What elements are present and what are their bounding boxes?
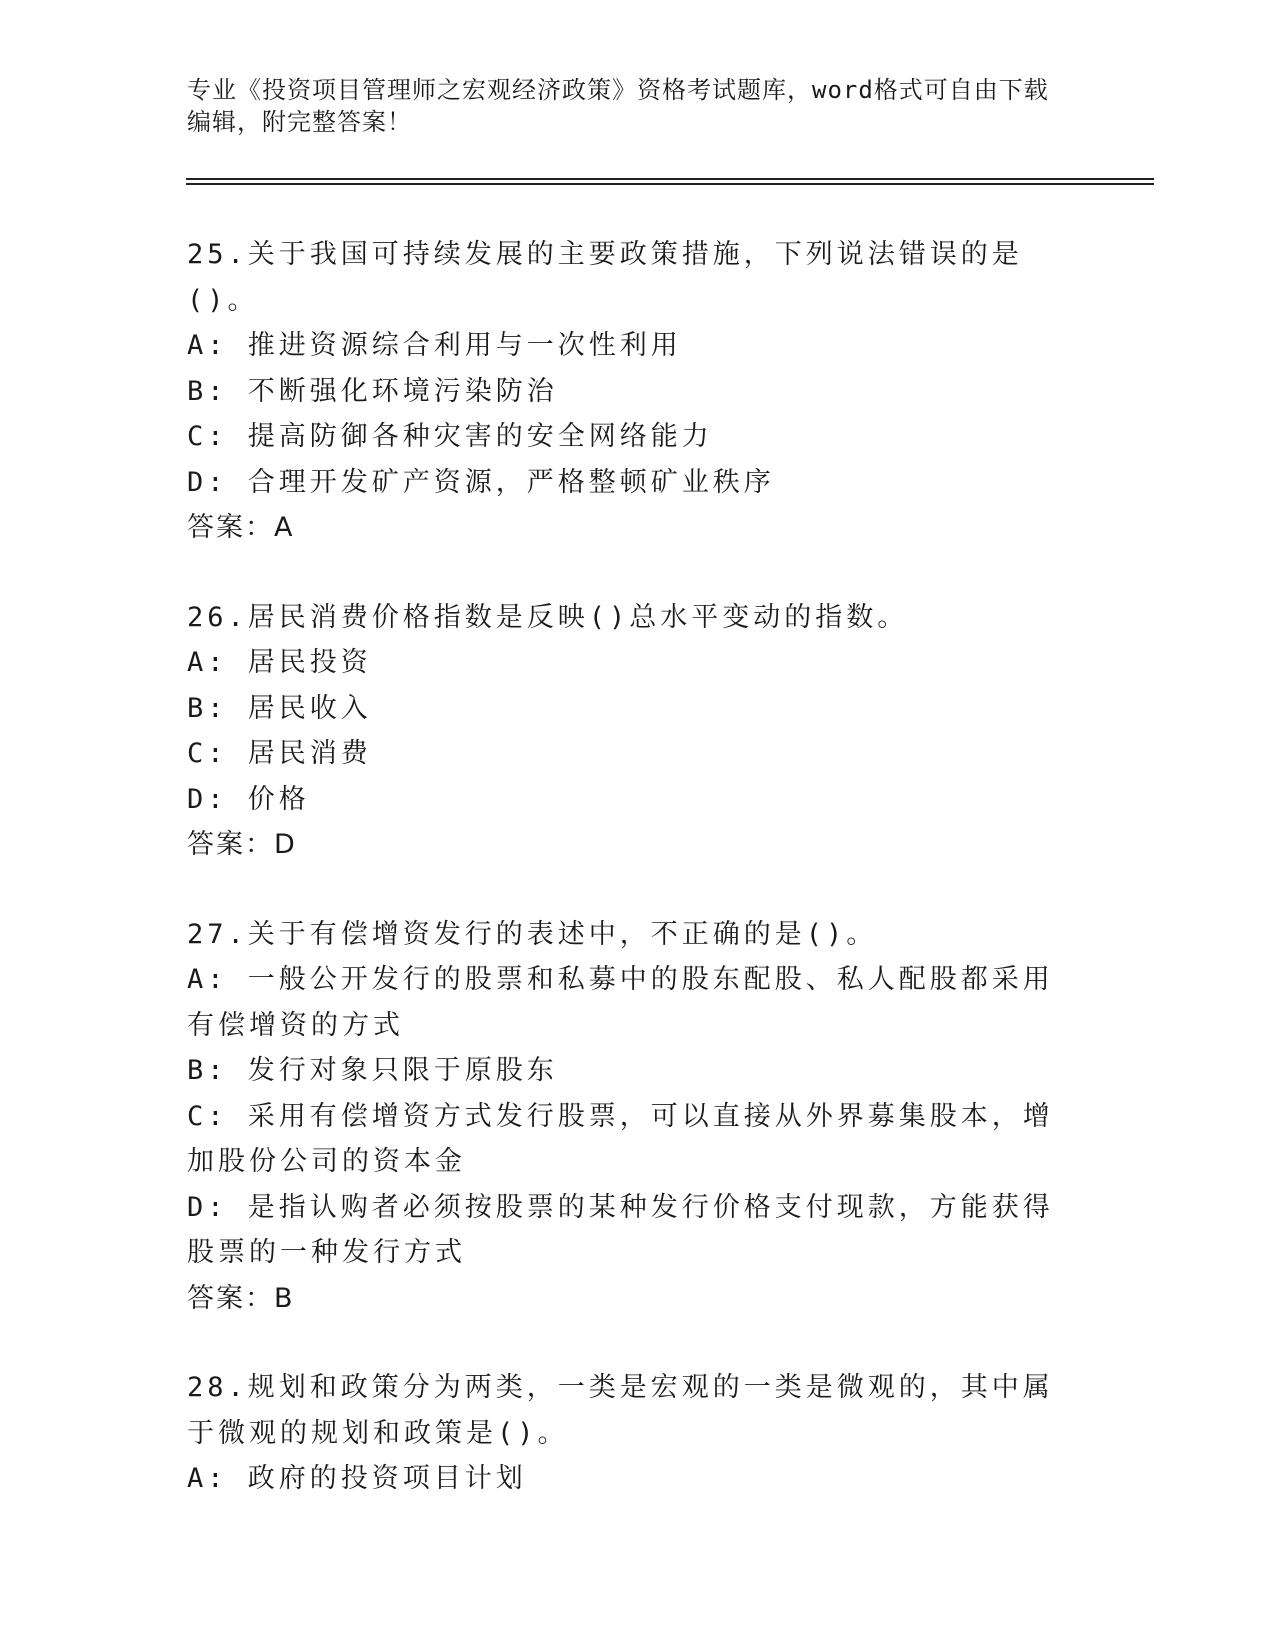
option-a: A: 居民投资 bbox=[187, 647, 372, 678]
question-27 bbox=[187, 912, 1067, 1322]
option-d: D: 是指认购者必须按股票的某种发行价格支付现款，方能获得股票的一种发行方式 bbox=[187, 1191, 1054, 1268]
question-25 bbox=[187, 232, 1067, 551]
question-list bbox=[187, 232, 1067, 1546]
question-26 bbox=[187, 595, 1067, 868]
option-a: A: 一般公开发行的股票和私募中的股东配股、私人配股都采用有偿增资的方式 bbox=[187, 964, 1054, 1041]
option-c: C: 采用有偿增资方式发行股票，可以直接从外界募集股本，增加股份公司的资本金 bbox=[187, 1100, 1054, 1177]
question-28 bbox=[187, 1365, 1067, 1502]
answer: 答案：B bbox=[187, 1282, 295, 1314]
header-divider bbox=[186, 178, 1154, 180]
question-stem: 26.居民消费价格指数是反映()总水平变动的指数。 bbox=[187, 601, 909, 633]
question-stem: 25.关于我国可持续发展的主要政策措施，下列说法错误的是()。 bbox=[187, 239, 1023, 316]
document-header: 专业《投资项目管理师之宏观经济政策》资格考试题库，word格式可自由下载编辑，附完整答案！ bbox=[187, 76, 1049, 136]
option-b: B: 不断强化环境污染防治 bbox=[187, 375, 558, 407]
question-stem: 27.关于有偿增资发行的表述中，不正确的是()。 bbox=[187, 918, 878, 950]
option-a: A: 政府的投资项目计划 bbox=[187, 1463, 527, 1494]
option-a: A: 推进资源综合利用与一次性利用 bbox=[187, 330, 682, 361]
option-d: D: 价格 bbox=[187, 783, 310, 815]
answer: 答案：A bbox=[187, 512, 295, 543]
option-b: B: 居民收入 bbox=[187, 692, 372, 724]
option-c: C: 居民消费 bbox=[187, 738, 372, 769]
option-c: C: 提高防御各种灾害的安全网络能力 bbox=[187, 421, 713, 452]
option-d: D: 合理开发矿产资源，严格整顿矿业秩序 bbox=[187, 466, 775, 498]
option-b: B: 发行对象只限于原股东 bbox=[187, 1055, 558, 1086]
answer: 答案：D bbox=[187, 829, 297, 860]
header-divider-second bbox=[186, 183, 1154, 185]
question-stem: 28.规划和政策分为两类，一类是宏观的一类是微观的，其中属于微观的规划和政策是()。 bbox=[187, 1372, 1054, 1449]
